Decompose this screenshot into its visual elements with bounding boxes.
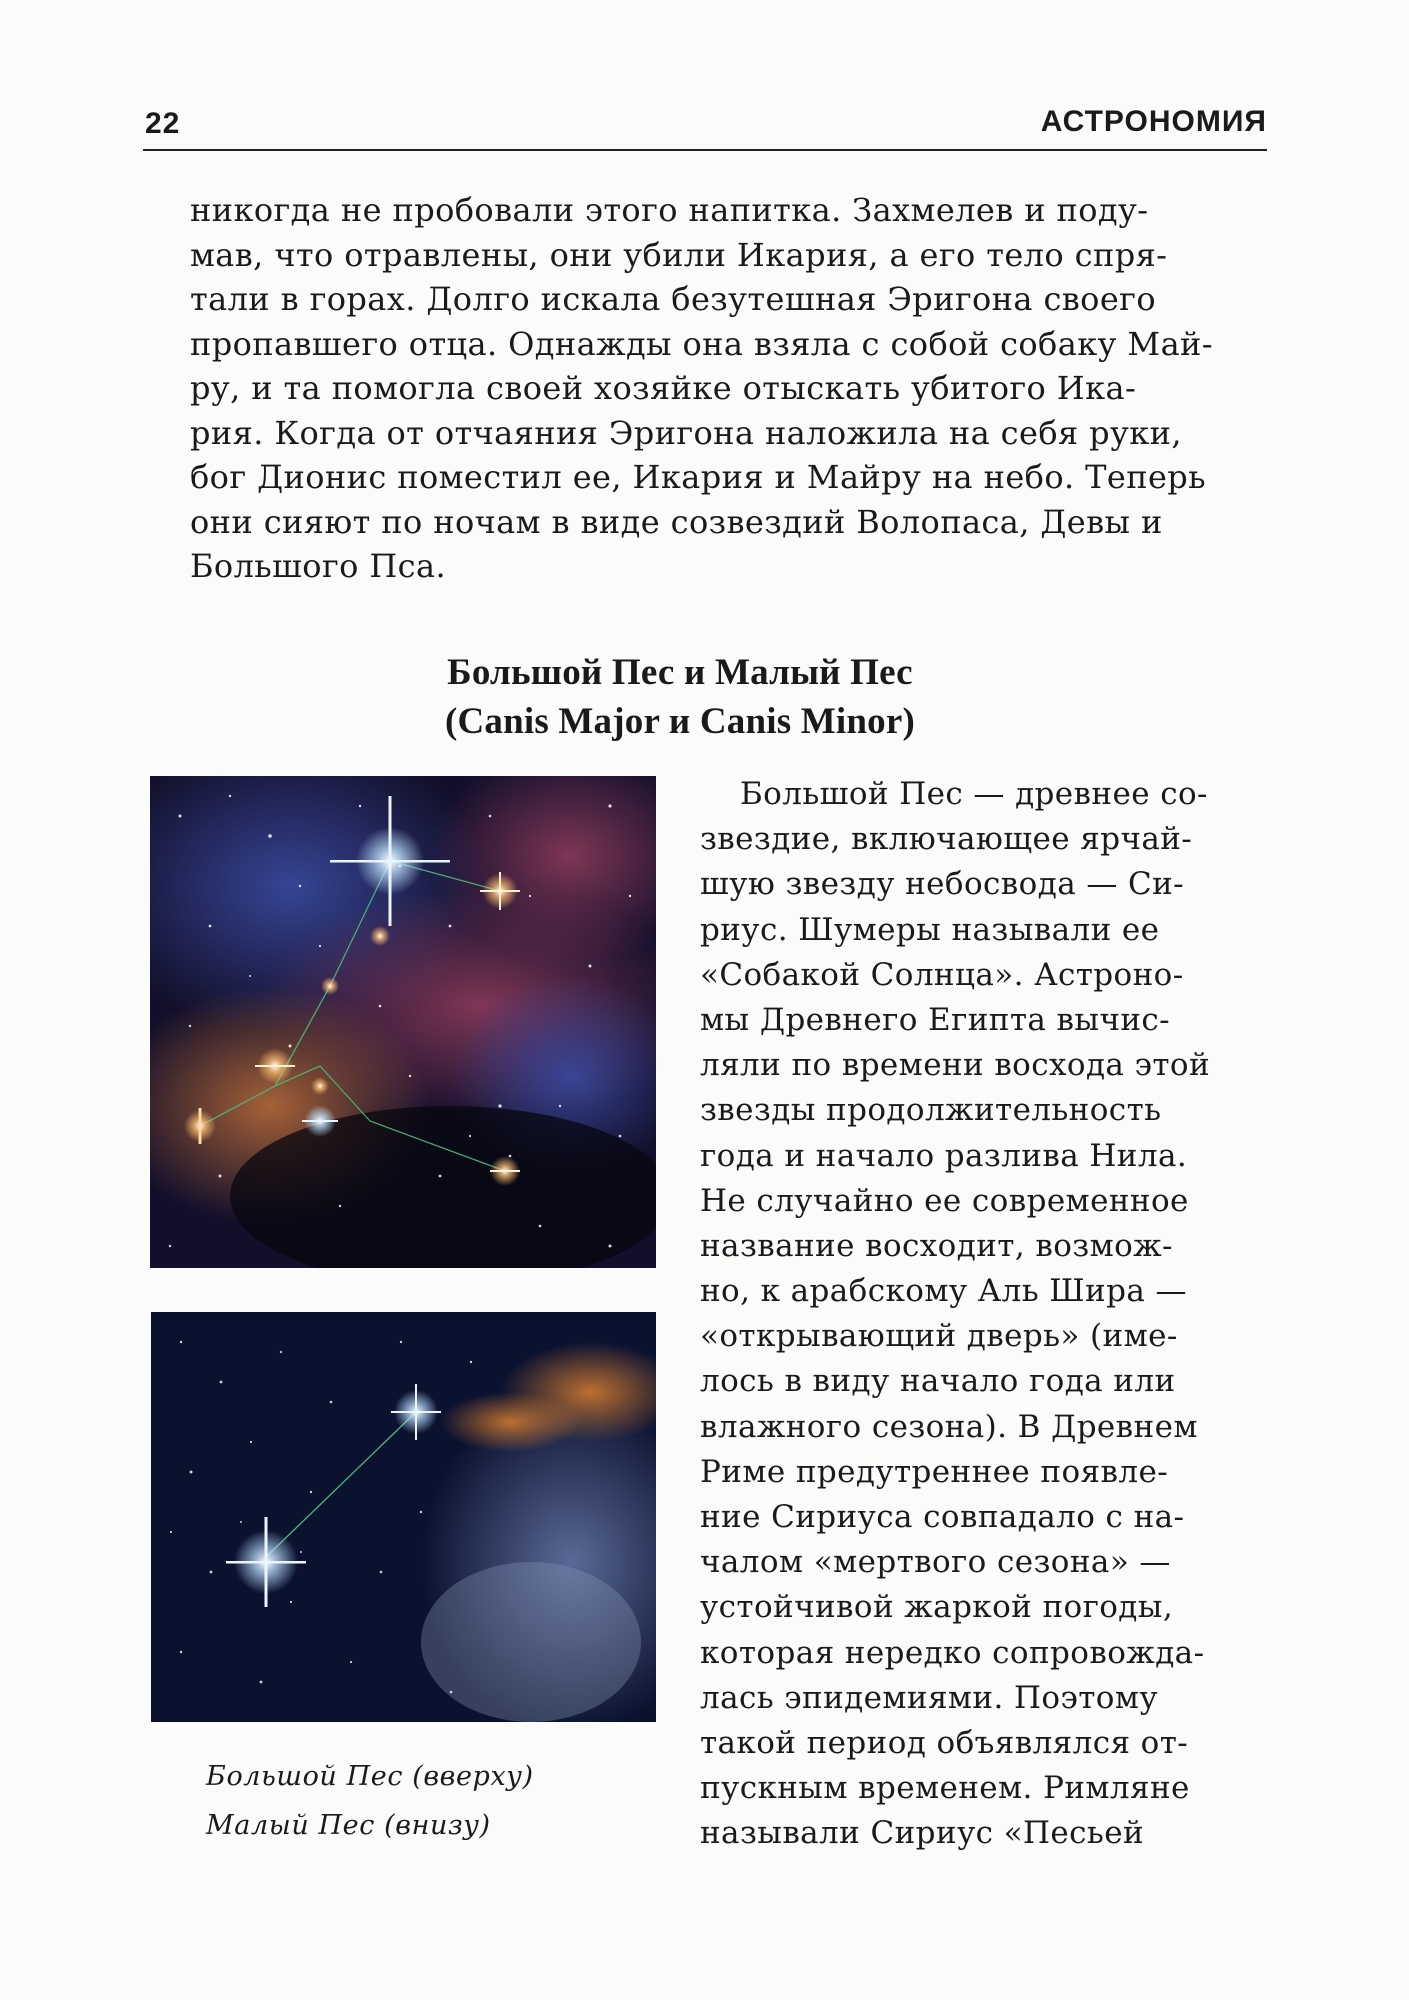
intro-paragraph bbox=[190, 188, 1230, 589]
canis-major-paragraph bbox=[700, 772, 1240, 1857]
text-line: влажного сезона). В Древнем bbox=[700, 1408, 1198, 1445]
text-line: звезды продолжительность bbox=[700, 1092, 1162, 1129]
text-line: Не случайно ее современное bbox=[700, 1182, 1189, 1219]
text-line: но, к арабскому Аль Шира — bbox=[700, 1273, 1187, 1310]
running-header bbox=[143, 105, 1267, 151]
text-line: ние Сириуса совпадало с на- bbox=[700, 1499, 1185, 1535]
text-line: мы Древнего Египта вычис- bbox=[700, 1001, 1171, 1038]
figure-caption bbox=[206, 1752, 534, 1850]
heading-line: Большой Пес и Малый Пес bbox=[447, 652, 913, 693]
text-line: лось в виду начало года или bbox=[700, 1363, 1176, 1400]
text-line: никогда не пробовали этого напитка. Захмелев и поду- bbox=[190, 191, 1149, 229]
text-line: такой период объявлялся от- bbox=[700, 1724, 1189, 1761]
text-line: они сияют по ночам в виде созвездий Волопаса, Девы и bbox=[190, 502, 1163, 541]
text-line: чалом «мертвого сезона» — bbox=[700, 1544, 1171, 1581]
text-line: лась эпидемиями. Поэтому bbox=[700, 1679, 1159, 1716]
section-heading bbox=[300, 648, 1060, 746]
text-line: рия. Когда от отчаяния Эригона наложила на себя руки, bbox=[190, 413, 1182, 452]
text-line: называли Сириус «Песьей bbox=[700, 1815, 1145, 1852]
heading-line: (Canis Major и Canis Minor) bbox=[444, 701, 915, 742]
text-line: «открывающий дверь» (име- bbox=[700, 1318, 1178, 1355]
text-line: Большой Пес — древнее со- bbox=[740, 776, 1208, 812]
text-line: которая нередко сопровожда- bbox=[700, 1634, 1205, 1671]
text-line: риус. Шумеры называли ее bbox=[700, 911, 1160, 948]
caption-line: Большой Пес (вверху) bbox=[206, 1761, 534, 1792]
text-line: Риме предутреннее появле- bbox=[700, 1453, 1169, 1490]
text-line: мав, что отравлены, они убили Икария, а его тело спря- bbox=[190, 235, 1168, 274]
text-line: тали в горах. Долго искала безутешная Эригона своего bbox=[190, 280, 1157, 318]
text-line: шую звезду небосвода — Си- bbox=[700, 866, 1185, 903]
text-line: ляли по времени восхода этой bbox=[700, 1047, 1211, 1084]
canis-major-image bbox=[150, 776, 656, 1268]
text-line: устойчивой жаркой погоды, bbox=[700, 1589, 1174, 1626]
page-number: 22 bbox=[145, 107, 181, 140]
canis-minor-starfield bbox=[151, 1312, 656, 1722]
text-line: название восходит, возмож- bbox=[700, 1227, 1173, 1264]
text-line: Большого Пса. bbox=[190, 547, 447, 585]
canis-minor-image bbox=[151, 1312, 656, 1722]
section-title: АСТРОНОМИЯ bbox=[1040, 105, 1267, 138]
text-line: «Собакой Солнца». Астроно- bbox=[700, 956, 1184, 993]
caption-line: Малый Пес (внизу) bbox=[206, 1810, 491, 1841]
text-line: пропавшего отца. Однажды она взяла с собой собаку Май- bbox=[190, 324, 1213, 363]
text-line: звездие, включающее ярчай- bbox=[700, 821, 1193, 858]
text-line: бог Дионис поместил ее, Икария и Майру на небо. Теперь bbox=[190, 458, 1207, 496]
text-line: пускным временем. Римляне bbox=[700, 1770, 1190, 1807]
text-line: ру, и та помогла своей хозяйке отыскать убитого Ика- bbox=[190, 369, 1137, 407]
text-line: года и начало разлива Нила. bbox=[700, 1137, 1188, 1174]
canis-major-starfield bbox=[150, 776, 656, 1268]
